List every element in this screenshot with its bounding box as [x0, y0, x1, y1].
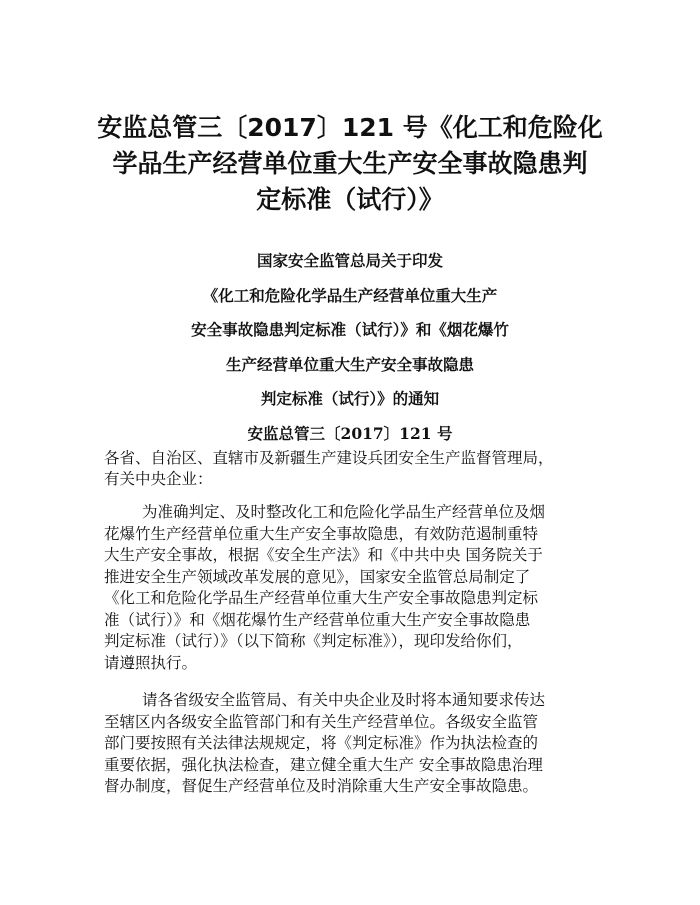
- paragraph-line: 督办制度，督促生产经营单位及时消除重大生产安全事故隐患。: [104, 777, 539, 795]
- paragraph-line: 判定标准（试行）》（以下简称《判定标准》），现印发给你们，: [104, 632, 523, 650]
- document-number: 安监总管三〔2017〕121 号: [247, 423, 453, 443]
- paragraph-line: 请遵照执行。: [104, 653, 198, 672]
- salutation-line: 各省、自治区、直辖市及新疆生产建设兵团安全生产监督管理局，: [104, 449, 554, 467]
- paragraph-line: 重要依据，强化执法检查，建立健全重大生产 安全事故隐患治理: [104, 755, 543, 774]
- title-line: 学品生产经营单位重大生产安全事故隐患判: [112, 149, 588, 178]
- document-title: [90, 110, 610, 218]
- title-line: 定标准（试行）》: [256, 185, 444, 214]
- notice-heading-line: 《化工和危险化学品生产经营单位重大生产: [202, 285, 498, 305]
- paragraph-line: 花爆竹生产经营单位重大生产安全事故隐患，有效防范遏制重特: [104, 524, 539, 543]
- paragraph-line: 部门要按照有关法律法规规定，将《判定标准》作为执法检查的: [104, 734, 539, 752]
- notice-heading: [100, 250, 600, 458]
- paragraph-line: 大生产安全事故，根据《安全生产法》和《中共中央 国务院关于: [104, 546, 543, 564]
- title-line: 安监总管三〔2017〕121 号《化工和危险化: [97, 113, 603, 142]
- salutation: [104, 448, 624, 490]
- salutation-line: 有关中央企业：: [104, 470, 213, 488]
- notice-heading-line: 国家安全监管总局关于印发: [256, 251, 443, 270]
- body-paragraph-2: [104, 690, 624, 798]
- notice-heading-line: 生产经营单位重大生产安全事故隐患: [225, 354, 474, 374]
- paragraph-line: 《化工和危险化学品生产经营单位重大生产安全事故隐患判定标: [104, 589, 539, 607]
- paragraph-line: 推进安全生产领域改革发展的意见》，国家安全监管总局制定了: [104, 567, 531, 586]
- paragraph-line: 至辖区内各级安全监管部门和有关生产经营单位。各级安全监管: [104, 712, 539, 731]
- notice-heading-line: 安全事故隐患判定标准（试行）》和《烟花爆竹: [191, 320, 509, 340]
- paragraph-line: 准（试行）》和《烟花爆竹生产经营单位重大生产安全事故隐患: [104, 610, 531, 629]
- notice-heading-line: 判定标准（试行）》的通知: [260, 389, 440, 409]
- paragraph-line: 为准确判定、及时整改化工和危险化学品生产经营单位及烟: [142, 503, 546, 521]
- paragraph-line: 请各省级安全监管局、有关中央企业及时将本通知要求传达: [142, 691, 546, 709]
- body-paragraph-1: [104, 502, 624, 674]
